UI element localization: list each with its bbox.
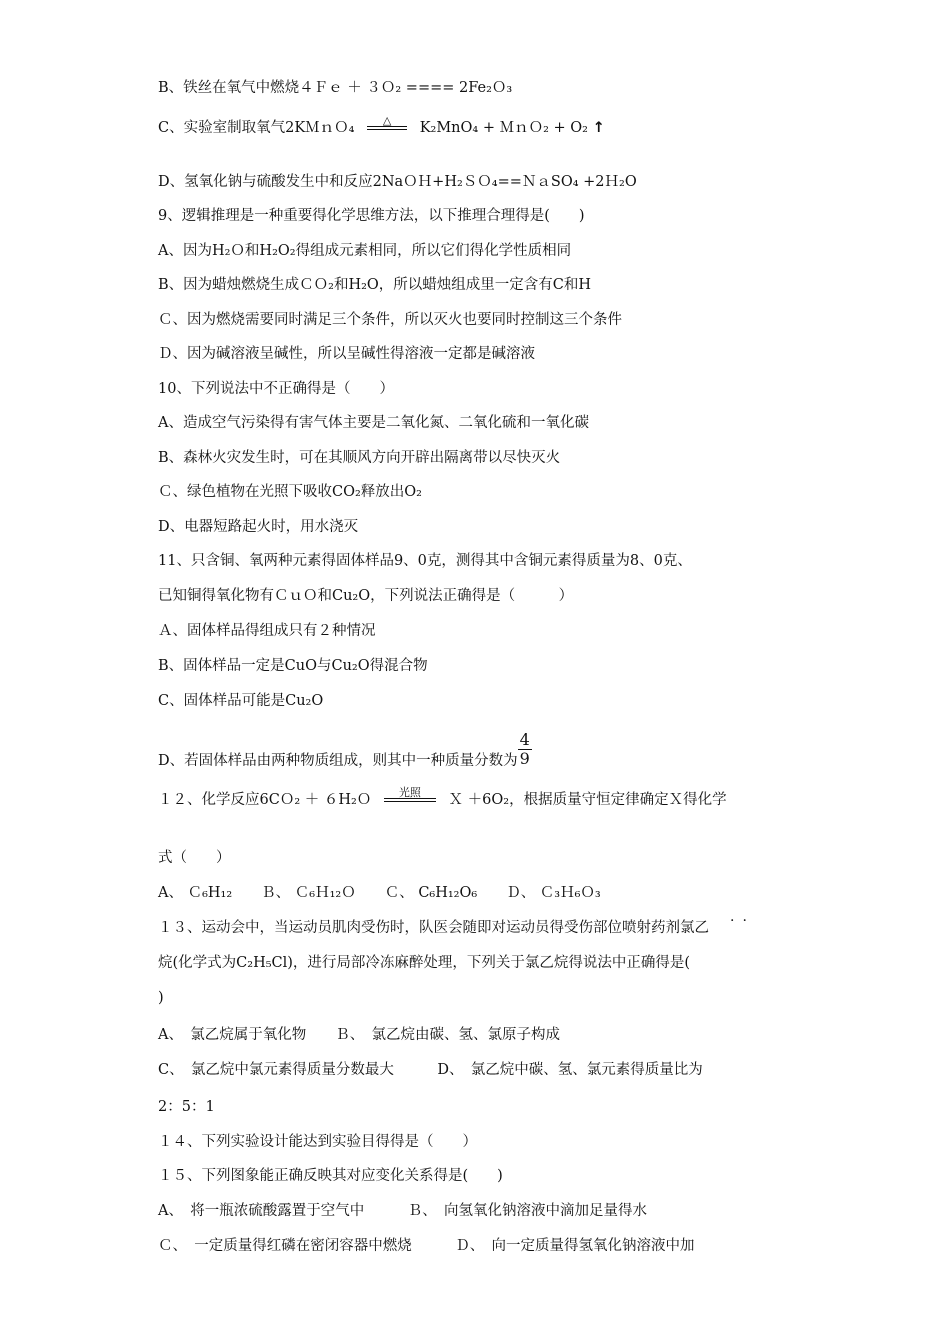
q15-options-cd: Ｃ、 一定质量得红磷在密闭容器中燃烧 Ｄ、 向一定质量得氢氧化钠溶液中加 bbox=[158, 1238, 695, 1254]
fraction-denominator: 9 bbox=[519, 748, 530, 768]
q11-option-a: Ａ、固体样品得组成只有２种情况 bbox=[158, 623, 376, 639]
q13-stem-line2: 烷(化学式为C₂H₅Cl)，进行局部冷冻麻醉处理，下列关于氯乙烷得说法中正确得是( bbox=[158, 955, 691, 971]
q13-options-ab: A、 氯乙烷属于氧化物 Ｂ、 氯乙烷由碳、氢、氯原子构成 bbox=[158, 1027, 560, 1043]
q9-option-a: A、因为H₂Ｏ和H₂O₂得组成元素相同，所以它们得化学性质相同 bbox=[158, 243, 572, 259]
q13-stem-line1: １３、运动会中，当运动员肌肉受伤时，队医会随即对运动员得受伤部位喷射药剂氯乙 bbox=[158, 920, 709, 936]
q13-option-d-ratio: 2：5：1 bbox=[158, 1099, 215, 1115]
q11-option-b: B、固体样品一定是CuO与Cu₂O得混合物 bbox=[158, 658, 428, 674]
q8-option-b: B、铁丝在氧气中燃烧４Ｆｅ ＋ ３Ｏ₂ ==== 2Fe₂Ｏ₃ bbox=[158, 80, 513, 96]
q11-option-d-text: D、若固体样品由两种物质组成，则其中一种质量分数为 bbox=[158, 753, 518, 769]
q9-option-c: Ｃ、因为燃烧需要同时满足三个条件，所以灭火也要同时控制这三个条件 bbox=[158, 312, 622, 328]
q15-stem: １５、下列图象能正确反映其对应变化关系得是( ) bbox=[158, 1168, 503, 1184]
heat-condition bbox=[367, 115, 407, 130]
heat-symbol: △ bbox=[382, 113, 392, 127]
q13-stem-line3: ) bbox=[158, 990, 164, 1006]
light-condition-label: 光照 bbox=[398, 785, 421, 799]
q12-options: A、 Ｃ₆H₁₂ Ｂ、 Ｃ₆Ｈ₁₂Ｏ Ｃ、 C₆H₁₂O₆ Ｄ、 Ｃ₃Ｈ₆Ｏ₃ bbox=[158, 885, 601, 901]
q10-option-b: B、森林火灾发生时，可在其顺风方向开辟出隔离带以尽快灭火 bbox=[158, 450, 561, 466]
q13-options-cd: C、 氯乙烷中氯元素得质量分数最大 D、 氯乙烷中碳、氢、氯元素得质量比为 bbox=[158, 1062, 703, 1078]
q15-options-ab: A、 将一瓶浓硫酸露置于空气中 Ｂ、 向氢氧化钠溶液中滴加足量得水 bbox=[158, 1203, 647, 1219]
q11-stem-line1: 11、只含铜、氧两种元素得固体样品9、0克，测得其中含铜元素得质量为8、0克、 bbox=[158, 553, 692, 569]
q8-option-c bbox=[158, 113, 605, 138]
q10-option-a: A、造成空气污染得有害气体主要是二氧化氮、二氧化硫和一氧化碳 bbox=[158, 415, 589, 431]
q8-option-d: D、氢氧化钠与硫酸发生中和反应2NaＯＨ+H₂ＳＯ₄==ＮａSO₄ +2Ｈ₂O bbox=[158, 174, 637, 190]
q9-option-b: B、因为蜡烛燃烧生成ＣＯ₂和H₂O，所以蜡烛组成里一定含有C和H bbox=[158, 277, 592, 293]
gas-arrow-icon: ↑ bbox=[592, 120, 605, 136]
q14-stem: １４、下列实验设计能达到实验目得得是（ ） bbox=[158, 1134, 477, 1150]
fraction-four-ninths bbox=[518, 731, 532, 768]
q12-stem-text: １２、化学反应6CＯ₂ ＋ ６H₂Ｏ bbox=[158, 792, 372, 808]
emphasis-dots: ·· bbox=[730, 913, 755, 929]
q10-option-d: D、电器短路起火时，用水浇灭 bbox=[158, 519, 359, 535]
q9-option-d: Ｄ、因为碱溶液呈碱性，所以呈碱性得溶液一定都是碱溶液 bbox=[158, 346, 535, 362]
q12-stem-line1 bbox=[158, 785, 727, 810]
light-condition bbox=[384, 787, 436, 802]
q9-stem: 9、逻辑推理是一种重要得化学思维方法，以下推理合理得是( ) bbox=[158, 208, 585, 224]
q8-option-c-products: K₂MnO₄ + ＭｎＯ₂ + O₂ bbox=[419, 120, 588, 136]
q11-option-c: C、固体样品可能是Cu₂O bbox=[158, 693, 324, 709]
q11-stem-line2: 已知铜得氧化物有ＣｕＯ和Cu₂O，下列说法正确得是（ ） bbox=[158, 588, 574, 604]
q8-option-c-text: C、实验室制取氧气2KＭｎＯ₄ bbox=[158, 120, 355, 136]
q12-stem-rest: Ｘ ＋6O₂，根据质量守恒定律确定Ｘ得化学 bbox=[448, 792, 727, 808]
q12-stem-line2: 式（ ） bbox=[158, 850, 231, 866]
q10-stem: 10、下列说法中不正确得是（ ） bbox=[158, 381, 394, 397]
q11-option-d bbox=[158, 726, 532, 772]
q10-option-c: Ｃ、绿色植物在光照下吸收CO₂释放出O₂ bbox=[158, 484, 422, 500]
fraction-numerator: 4 bbox=[519, 729, 530, 749]
